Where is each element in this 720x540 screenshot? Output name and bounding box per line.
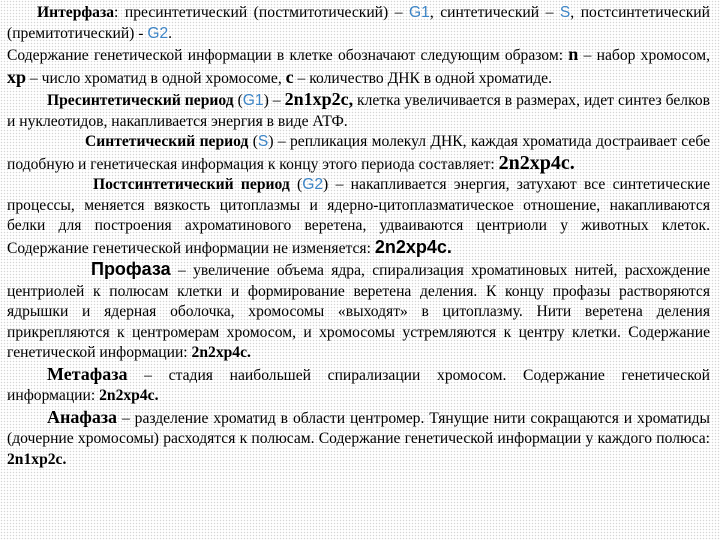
anaphase-title: Анафаза [47,406,118,427]
prophase-text: – увеличение объема ядра, спирализация хроматиновых нитей, расхождение центриолей к полюсам клетки и формирование веретена деления. К концу профазы растворяются ядрышки и ядерная оболочка, хромосомы «выходят» в цитоплазму. Нити веретена деления прикрепляются к центромерам хромосом, и хромосомы устремляются к центру клетки. Содержание генетической информации: [7,262,710,361]
prophase-title: Профаза [91,259,171,279]
paren-close: ) [323,176,329,193]
postsynthetic-paragraph [7,175,710,259]
paren-open: ( [248,133,258,150]
interphase-text-3: , постсинтетический (премитотический) - [7,4,710,42]
code-s: S [257,133,269,150]
interphase-text-1: : пресинтетический (постмитотический) – [114,4,410,21]
formula: 2n2xp4c. [498,151,575,174]
formula: 2n1xp2c. [7,450,67,468]
metaphase-title: Метафаза [47,363,128,384]
interphase-title: Интерфаза [37,4,115,21]
interphase-text-4: . [168,24,173,42]
synthetic-text: – репликация молекул ДНК, каждая хроматида достраивает себе подобную и генетическая информация к концу этого периода составляет: [7,133,710,173]
notation-text-3: – число хроматид в одной хромосоме, [26,69,286,87]
notation-text-4: – количество ДНК в одной хроматиде. [293,69,553,87]
document-body [7,3,710,470]
formula: 2n2xp4c. [374,236,452,257]
paren-open: ( [289,176,303,193]
code-g1: G1 [242,92,264,109]
metaphase-paragraph [7,364,710,407]
synthetic-paragraph [7,132,710,175]
anaphase-text: – разделение хроматид в области центромер. Тянущие нити сокращаются и хроматиды (дочерние хромосомы) расходятся к полюсам. Содержание генетической информации у каждого полюса: [7,409,710,447]
formula: 2n2xp4c. [191,344,251,361]
symbol-n: n [568,44,579,64]
prophase-paragraph [7,259,710,364]
synthetic-title: Синтетический период [85,133,249,150]
notation-text-2: – набор хромосом, [578,47,710,64]
notation-paragraph [7,44,710,89]
formula: 2n1xp2c, [284,89,354,109]
presynthetic-paragraph [7,89,710,132]
presynthetic-title: Пресинтетический период [47,92,234,109]
code-g1: G1 [409,4,430,21]
metaphase-text: – стадия наибольшей спирализации хромосом. Содержание генетической информации: [7,366,710,404]
presynthetic-text: клетка увеличивается в размерах, идет синтез белков и нуклеотидов, накапливается энергия в виде АТФ. [7,92,711,130]
anaphase-paragraph [7,407,710,471]
dash: – [268,92,285,109]
paren-close: ) [268,133,274,150]
notation-text-1: Содержание генетической информации в клетке обозначают следующим образом: [7,47,569,64]
symbol-xp: хр [7,66,27,87]
code-g2: G2 [302,176,324,193]
interphase-paragraph [7,3,710,44]
code-s: S [559,4,571,21]
paren-close: ) [263,92,269,109]
formula: 2n2xp4c. [99,387,159,404]
postsynthetic-title: Постсинтетический период [93,176,290,193]
code-g2: G2 [147,24,169,42]
interphase-text-2: , синтетический – [429,4,560,21]
postsynthetic-text: – накапливается энергия, затухают все синтетические процессы, меняется вязкость цитоплазмы и ядерно-цитоплазматическое отношение, накапливаются белки для построения ахроматинового веретена, удваиваются центриоли у животных клеток. Содержание генетической информации не изменяется: [7,176,710,257]
paren-open: ( [233,92,243,109]
symbol-c: с [285,66,294,87]
